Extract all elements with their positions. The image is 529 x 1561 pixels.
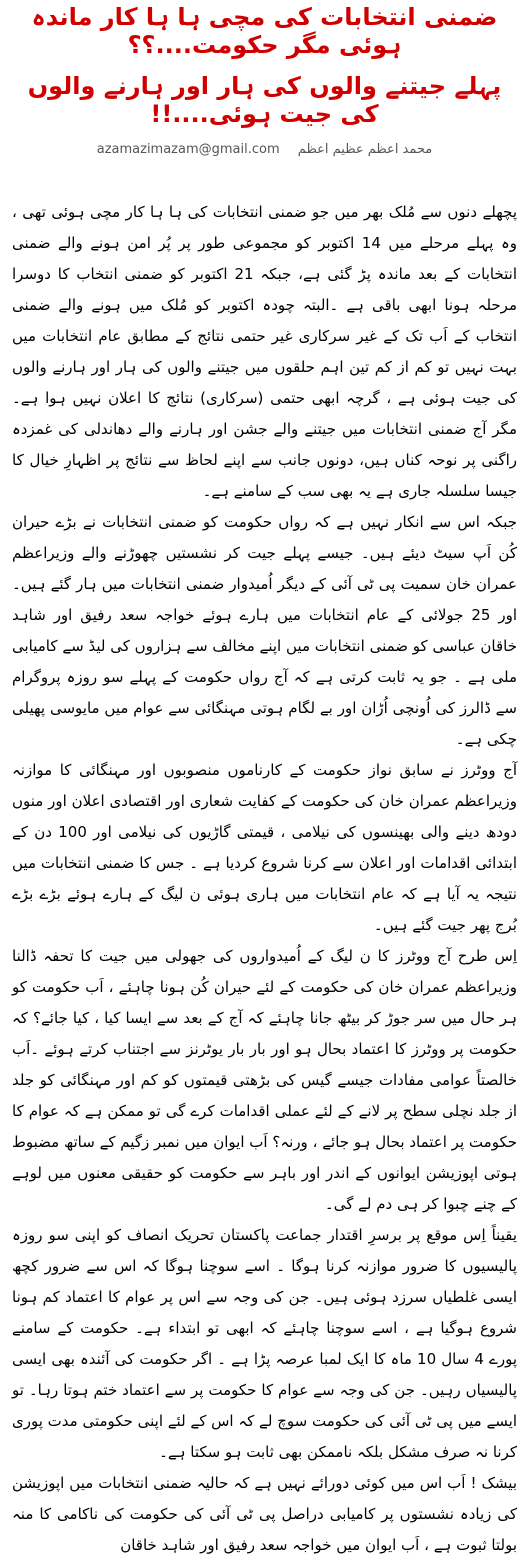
article-paragraph: یقیناً اِس موقع پر برسرِ اقتدار جماعت پاکستان تحریک انصاف کو اپنی سو روزہ پالیسیوں کا ضرور موازنہ کرنا ہوگا ۔ اسے سوچنا ہوگا کہ اس سے ضرور کچھ ایسی غلطیاں سرزد ہوئی ہیں۔ جن کی وجہ سے اس پر عوام کا اعتماد کم ہونا شروع ہوگیا ہے ، اسے سوچنا چاہئے کہ ابھی تو ابتداء ہے۔ حکومت کے سامنے پورے 4 سال 10 ماہ کا ایک لمبا عرصہ پڑا ہے ۔ اگر حکومت کی آئندہ بھی ایسی پالیسیاں رہیں۔ جن کی وجہ سے عوام کا حکومت پر سے اعتماد ختم ہوتا رہا۔ تو ایسے میں پی ٹی آئی کی حکومت سوچ لے کہ اس کے لئے اپنی حکومتی مدت پوری کرنا نہ صرف مشکل بلکہ ناممکن بھی ثابت ہو سکتا ہے۔ [12,1226,517,1462]
article-paragraph: بیشک ! اَب اس میں کوئی دورائے نہیں ہے کہ حالیہ ضمنی انتخابات میں اپوزیشن کی زیادہ نشستوں پر کامیابی دراصل پی ٹی آئی کی حکومت کی ناکامی کا منہ بولتا ثبوت ہے ، اَب ایوان میں خواجہ سعد رفیق اور شاہد خاقان [12,1474,517,1555]
article-paragraph: جبکہ اس سے انکار نہیں ہے کہ رواں حکومت کو ضمنی انتخابات نے بڑے حیران کُن اَپ سیٹ دیئے ہیں۔ جیسے پہلے جیت کر نشستیں چھوڑنے والے وزیراعظم عمران خان سمیت پی ٹی آئی کے دیگر اُمیدوار ضمنی انتخابات میں ہار گئے ہیں۔ اور 25 جولائی کے عام انتخابات میں ہارے ہوئے خواجہ سعد رفیق اور شاہد خاقان عباسی کو ضمنی انتخابات میں اپنے مخالف سے ہزاروں کی لیڈ سے کامیابی ملی ہے ۔ جو یہ ثابت کرتی ہے کہ آج رواں حکومت کے پہلے سو روزہ پروگرام سے ڈالرز کی اُونچی اُڑان اور بے لگام ہوتی مہنگائی سے عوام میں مایوسی پھیلی چکی ہے۔ [12,513,517,749]
article-body [12,197,517,1561]
byline [12,142,517,157]
author-name: محمد اعظم عظیم اعظم [297,142,433,158]
author-email: azamazimazam@gmail.com [96,142,280,158]
headline-line-2: پہلے جیتنے والوں کی ہار اور ہارنے والوں کی جیت ہوئی....!! [27,72,502,128]
headline-line-1: ضمنی انتخابات کی مچی ہا ہا کار ماندہ ہوئی مگر حکومت....؟؟ [31,3,498,59]
article-paragraph: آج ووٹرز نے سابق نواز حکومت کے کارناموں منصوبوں اور مہنگائی کا موازنہ وزیراعظم عمران خان کی حکومت کے کفایت شعاری اور اقتصادی اعلان اور منوں دودھ دینے والی بھینسوں کی نیلامی ، قیمتی گاڑیوں کی نیلامی اور 100 دن کے ابتدائی اقدامات اور اعلان سے کرنا شروع کردیا ہے ۔ جس کا ضمنی انتخابات میں نتیجہ یہ آیا ہے کہ عام انتخابات میں ہاری ہوئی ن لیگ کے ہارے ہوئے بڑے بڑے بُرج پھر جیت گئے ہیں۔ [12,761,517,935]
article-paragraph: اِس طرح آج ووٹرز کا ن لیگ کے اُمیدواروں کی جھولی میں جیت کا تحفہ ڈالنا وزیراعظم عمران خان کی حکومت کے لئے حیران کُن ہونا چاہئے ، اَب حکومت کو ہر حال میں سر جوڑ کر بیٹھ جانا چاہئے کہ آج کے بعد سے ایسا کیا ، کیا جائے؟ کہ حکومت پر ووٹرز کا اعتماد بحال ہو اور بار بار یوٹرنز سے اجتناب کرتے ہوئے ۔اَب خالصتاً عوامی مفادات جیسے گیس کی بڑھتی قیمتوں کو کم اور مہنگائی کو جلد از جلد نچلی سطح پر لانے کے لئے عملی اقدامات کرے گی تو ممکن ہے کہ عوام کا حکومت پر اعتماد بحال ہو جائے ، ورنہ؟ اَب ایوان میں نمبر زگیم کے ساتھ مضبوط ہوتی اپوزیشن ایوانوں کے اندر اور باہر سے حکومت کو حقیقی معنوں میں لوہے کے چنے چبوا کر ہی دم لے گی۔ [12,947,517,1214]
article-paragraph: پچھلے دنوں سے مُلک بھر میں جو ضمنی انتخابات کی ہا ہا کار مچی ہوئی تھی ، وہ پہلے مرحلے میں 14 اکتوبر کو مجموعی طور پر پُر امن ہونے والے ضمنی انتخابات کے بعد ماندہ پڑ گئی ہے، جبکہ 21 اکتوبر کو ضمنی انتخاب کا دوسرا مرحلہ ہونا ابھی باقی ہے ۔البتہ چودہ اکتوبر کو مُلک میں ہونے والے ضمنی انتخاب کے اَب تک کے غیر سرکاری غیر حتمی نتائج کے مطابق عام انتخابات میں بہت نہیں تو کم از کم تین اہم حلقوں میں جیتنے والوں کی ہار اور ہارنے والوں کی جیت ہوئی ہے ، گرچہ ابھی حتمی (سرکاری) نتائج کا اعلان نہیں ہوا ہے۔ مگر آج ضمنی انتخابات میں جیتنے والے جشن اور ہارنے والے دھاندلی کی غمزدہ راگنی پر نوحہ کناں ہیں، دونوں جانب سے اپنے لحاظ سے نتائج پر اظہارِ خیال کا جیسا سلسلہ جاری ہے یہ بھی سب کے سامنے ہے۔ [12,203,517,501]
